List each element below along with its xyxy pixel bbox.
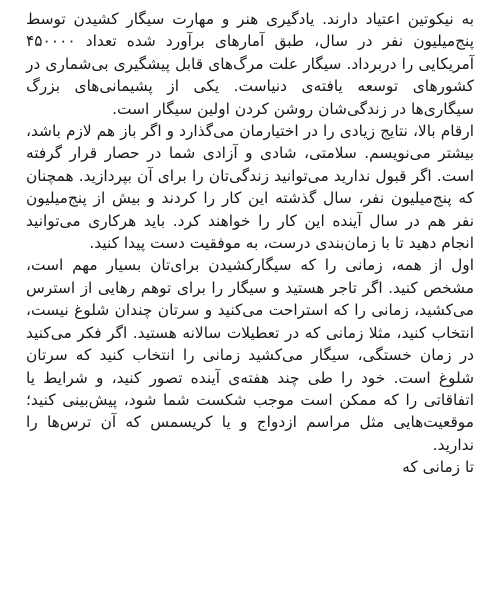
paragraph-continuation-fragment: تا زمانی که <box>402 458 474 477</box>
paragraph-figures-consequences: ارقام بالا، نتایج زیادی را در اختیارمان می‌گذارد و اگر باز هم لازم باشد، بیشتر می‌نویسم. سلامتی، شادی و آزادی شما در حصار قرار گرفته است. اگر قبول ندارید می‌توانید زندگی‌تان را برای آن بپردازید. همچنان که پنج‌میلیون نفر، سال گذشته این کار را کردند و بیش از پنج‌میلیون نفر هم در سال آینده این کار را خواهند کرد. باید هرکاری می‌توانید انجام دهید تا با زمان‌بندی درست، به موفقیت دست پیدا کنید. <box>26 122 474 253</box>
paragraph-statistics-intro: به نیکوتین اعتیاد دارند. یادگیری هنر و مهارت سیگار کشیدن توسط پنج‌میلیون نفر در سال، طبق آمارهای برآورد شده تعداد ۴۵۰۰۰۰ آمریکایی را دربرداد. سیگار علت مرگ‌های قابل پیشگیری بی‌شماری در کشورهای توسعه یافته‌ی دنیاست. یکی از پشیمانی‌های بزرگ سیگاری‌ها در زندگی‌شان روشن کردن اولین سیگار است. <box>26 10 474 118</box>
paragraph-choosing-quit-time: اول از همه، زمانی را که سیگارکشیدن برای‌تان بسیار مهم است، مشخص کنید. اگر تاجر هستید و سیگار را برای توهم رهایی از استرس می‌کشید، زمانی را که استراحت می‌کنید و سرتان چندان شلوغ نیست، انتخاب کنید، مثلا زمانی که در تعطیلات سالانه هستید. اگر فکر می‌کنید در زمان خستگی، سیگار می‌کشید زمانی را انتخاب کنید که سرتان شلوغ است. خود را طی چند هفته‌ی آینده تصور کنید، و شرایط یا اتفاقاتی را که ممکن است موجب شکست شما شود، پیش‌بینی کنید؛ موقعیت‌هایی مثل مراسم ازدواج و یا کریسمس که آن ترس‌ها را ندارید. <box>26 256 474 454</box>
